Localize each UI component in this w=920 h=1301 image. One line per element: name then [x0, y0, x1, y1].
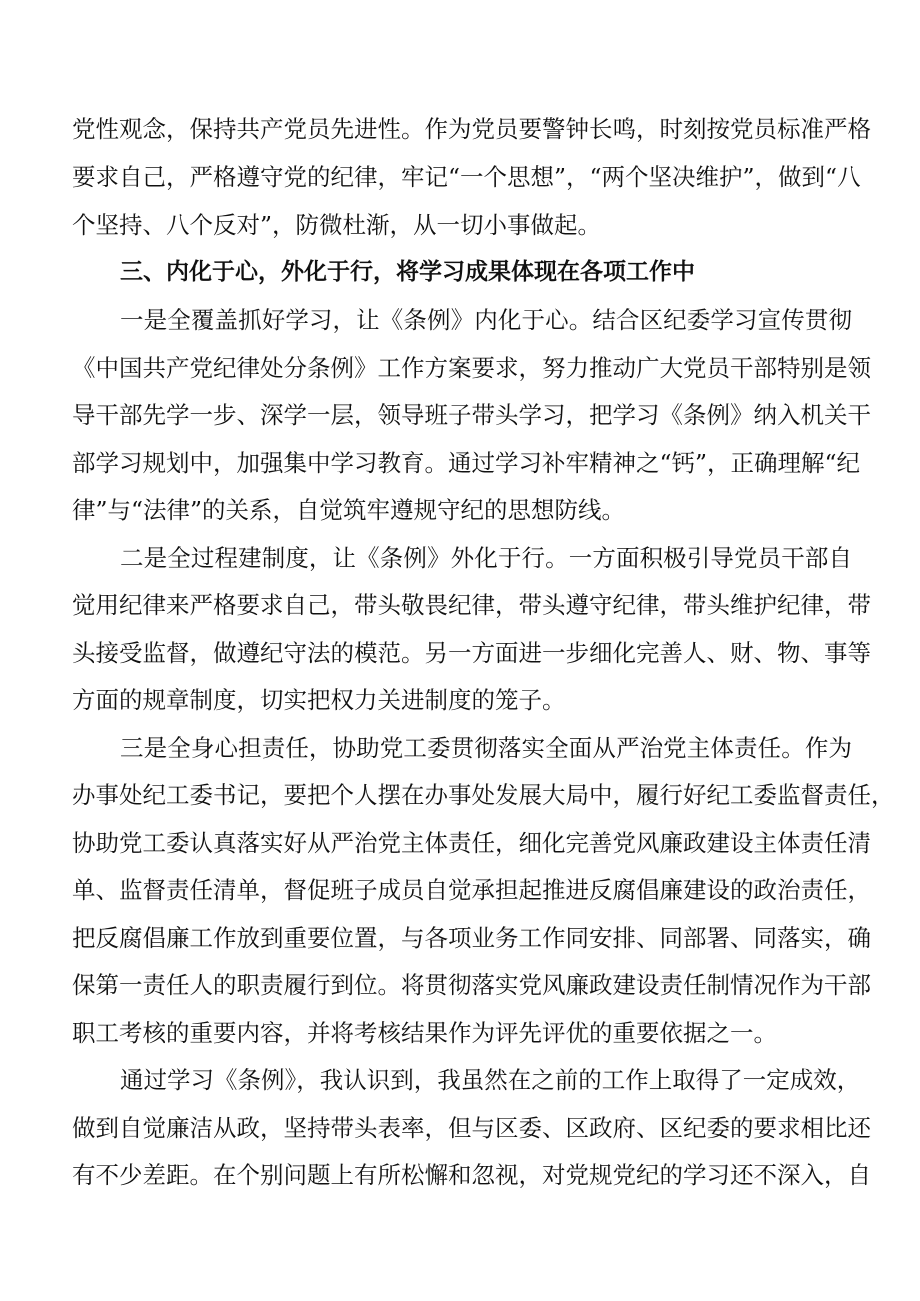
para-2-line-3: 头接受监督，做遵纪守法的模范。另一方面进一步细化完善人、财、物、事等: [72, 639, 871, 667]
para-2-line-1: 二是全过程建制度，让《条例》外化于行。一方面积极引导党员干部自: [120, 544, 852, 572]
para-intro-line-3: 个坚持、八个反对”，防微杜渐，从一切小事做起。: [72, 211, 602, 239]
para-intro-line-1: 党性观念，保持共产党员先进性。作为党员要警钟长鸣，时刻按党员标准严格: [72, 115, 871, 143]
para-1-line-4: 部学习规划中，加强集中学习教育。通过学习补牢精神之“钙”，正确理解“纪: [72, 449, 861, 477]
para-2-line-4: 方面的规章制度，切实把权力关进制度的笼子。: [72, 686, 566, 714]
para-3-line-4: 单、监督责任清单，督促班子成员自觉承担起推进反腐倡廉建设的政治责任，: [72, 876, 871, 904]
para-3-line-3: 协助党工委认真落实好从严治党主体责任，细化完善党风廉政建设主体责任清: [72, 829, 871, 857]
para-3-line-2: 办事处纪工委书记，要把个人摆在办事处发展大局中，履行好纪工委监督责任，: [72, 781, 895, 809]
para-1-line-1: 一是全覆盖抓好学习，让《条例》内化于心。结合区纪委学习宣传贯彻: [120, 306, 852, 334]
para-1-line-2: 《中国共产党纪律处分条例》工作方案要求，努力推动广大党员干部特别是领: [72, 354, 871, 382]
para-3-line-5: 把反腐倡廉工作放到重要位置，与各项业务工作同安排、同部署、同落实，确: [72, 924, 871, 952]
section-heading: 三、内化于心，外化于行，将学习成果体现在各项工作中: [120, 259, 695, 285]
para-4-line-1: 通过学习《条例》，我认识到，我虽然在之前的工作上取得了一定成效，: [120, 1066, 861, 1094]
para-1-line-5: 律”与“法律”的关系，自觉筑牢遵规守纪的思想防线。: [72, 496, 626, 524]
para-1-line-3: 导干部先学一步、深学一层，领导班子带头学习，把学习《条例》纳入机关干: [72, 401, 871, 429]
para-4-line-3: 有不少差距。在个别问题上有所松懈和忽视，对党规党纪的学习还不深入，自: [72, 1161, 871, 1189]
para-2-line-2: 觉用纪律来严格要求自己，带头敬畏纪律，带头遵守纪律，带头维护纪律，带: [72, 591, 871, 619]
para-3-line-6: 保第一责任人的职责履行到位。将贯彻落实党风廉政建设责任制情况作为干部: [72, 971, 871, 999]
para-3-line-7: 职工考核的重要内容，并将考核结果作为评先评优的重要依据之一。: [72, 1019, 777, 1047]
para-intro-line-2: 要求自己，严格遵守党的纪律，牢记“一个思想”，“两个坚决维护”，做到“八: [72, 163, 861, 191]
para-3-line-1: 三是全身心担责任，协助党工委贯彻落实全面从严治党主体责任。作为: [120, 734, 852, 762]
para-4-line-2: 做到自觉廉洁从政，坚持带头表率，但与区委、区政府、区纪委的要求相比还: [72, 1114, 871, 1142]
